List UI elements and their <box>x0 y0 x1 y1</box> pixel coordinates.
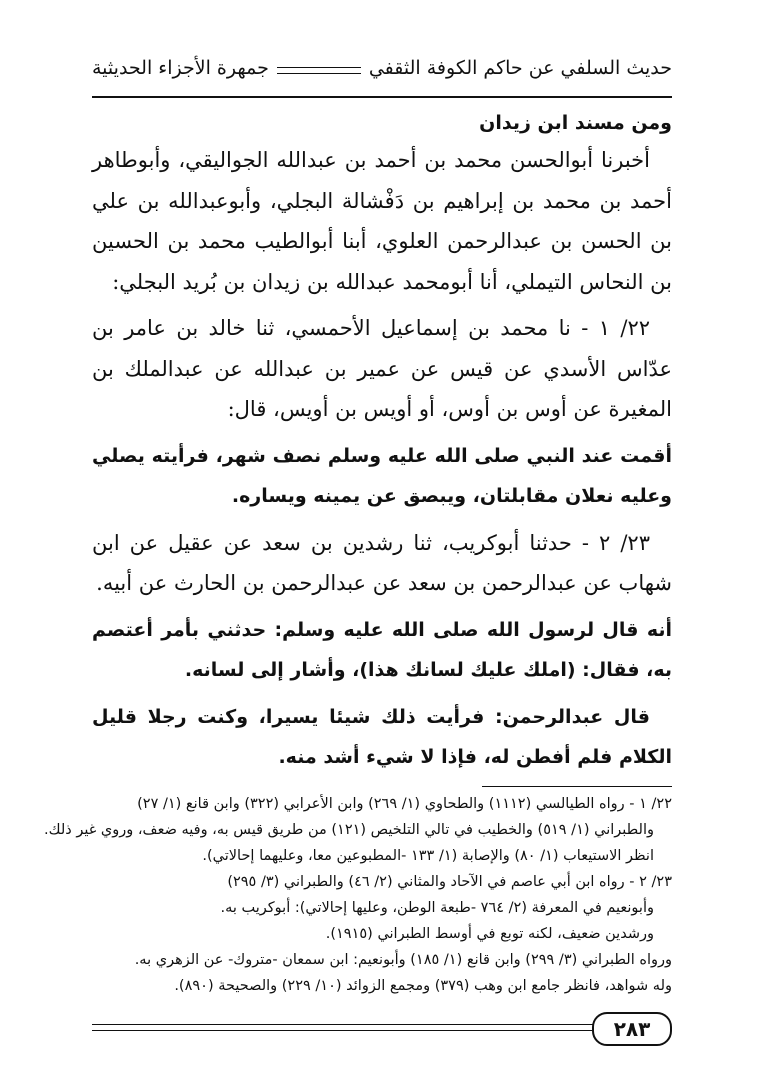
running-header <box>92 46 672 90</box>
footnote-line: ورشدين ضعيف، لكنه توبع في أوسط الطبراني (١٩١٥). <box>325 925 654 942</box>
footnote-line: ورواه الطبراني (٣/ ٢٩٩) وابن قانع (١/ ١٨٥) وأبونعيم: ابن سمعان -متروك- عن الزهري به. <box>134 951 672 968</box>
footnote-line: ٢٣/ ٢ - رواه ابن أبي عاصم في الآحاد والمثاني (٢/ ٤٦) والطبراني (٣/ ٢٩٥) <box>227 873 672 890</box>
footnote-line: انظر الاستيعاب (١/ ٨٠) والإصابة (١/ ١٣٣ -المطبوعين معا، وعليهما إحالاتي). <box>202 847 654 864</box>
footnote-line: وله شواهد، فانظر جامع ابن وهب (٣٧٩) ومجمع الزوائد (١٠/ ٢٢٩) والصحيحة (٨٩٠). <box>174 977 672 994</box>
page-number: ٢٨٣ <box>592 1012 672 1046</box>
footnotes-separator <box>482 786 672 787</box>
hadith-22-text: أقمت عند النبي صلى الله عليه وسلم نصف شهر، فرأيته يصلي وعليه نعلان مقابلتان، ويبصق عن يمينه ويساره. <box>92 444 672 507</box>
footer-double-rule <box>92 1024 594 1031</box>
footnote-line: والطبراني (١/ ٥١٩) والخطيب في تالي التلخيص (١٢١) من طريق قيس به، وفيه ضعف، وروي غير ذلك. <box>44 821 654 838</box>
book-title: جمهرة الأجزاء الحديثية <box>92 57 269 79</box>
header-double-rule <box>277 67 361 74</box>
hadith-23-comment: قال عبدالرحمن: فرأيت ذلك شيئا يسيرا، وكنت رجلا قليل الكلام فلم أفطن له، فإذا لا شيء أشد منه. <box>92 705 672 768</box>
footnotes <box>44 791 672 999</box>
hadith-23-chain: ٢٣/ ٢ - حدثنا أبوكريب، ثنا رشدين بن سعد عن عقيل عن ابن شهاب عن عبدالرحمن بن سعد عن عبدالرحمن بن الحارث عن أبيه. <box>92 530 672 595</box>
hadith-22-chain: ٢٢/ ١ - نا محمد بن إسماعيل الأحمسي، ثنا خالد بن عامر بن عدّاس الأسدي عن قيس عن عمير بن عبدالله عن عبدالملك بن المغيرة عن أوس بن أوس، أو أويس بن أويس، قال: <box>92 316 672 421</box>
footnote-line: وأبونعيم في المعرفة (٢/ ٧٦٤ -طبعة الوطن، وعليها إحالاتي): أبوكريب به. <box>220 899 654 916</box>
isnad-paragraph: أخبرنا أبوالحسن محمد بن أحمد بن عبدالله الجواليقي، وأبوطاهر أحمد بن محمد بن إبراهيم بن دَفْشالة البجلي، وأبوعبدالله بن علي بن الحسن بن عبدالرحمن العلوي، أبنا أبوالطيب محمد بن الحسين بن النحاس التيملي، أنا أبومحمد عبدالله بن زيدان بن بُريد البجلي: <box>92 148 672 294</box>
header-rule <box>92 96 672 98</box>
page-footer <box>92 1012 672 1052</box>
hadith-23-text: أنه قال لرسول الله صلى الله عليه وسلم: حدثني بأمر أعتصم به، فقال: (املك عليك لسانك هذا)، وأشار إلى لسانه. <box>92 618 672 681</box>
footnote-line: ٢٢/ ١ - رواه الطيالسي (١١١٢) والطحاوي (١/ ٢٦٩) وابن الأعرابي (٣٢٢) وابن قانع (١/ ٢٧) <box>137 795 672 812</box>
section-heading: ومن مسند ابن زيدان <box>479 112 672 134</box>
chapter-title: حديث السلفي عن حاكم الكوفة الثقفي <box>368 57 672 79</box>
